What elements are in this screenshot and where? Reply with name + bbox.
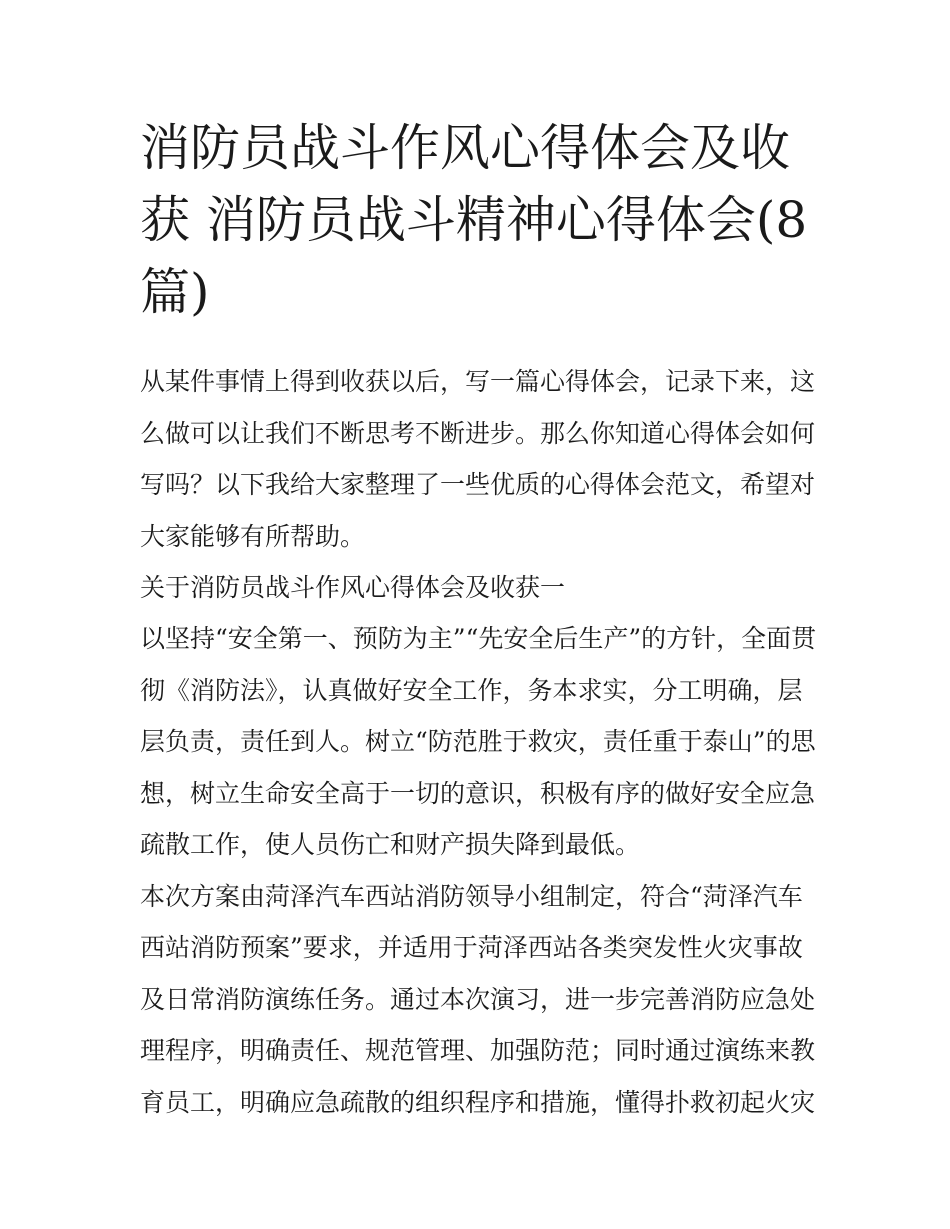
text-line: 疏散工作，使人员伤亡和财产损失降到最低。 xyxy=(140,830,641,859)
text-line: 育员工，明确应急疏散的组织程序和措施，懂得扑救初起火灾 xyxy=(140,1087,816,1117)
title-line: 获 消防员战斗精神心得体会(8 xyxy=(140,191,808,249)
text-line: 以坚持“安全第一、预防为主”“先安全后生产”的方针，全面贯 xyxy=(140,624,817,653)
text-line: 及日常消防演练任务。通过本次演习，进一步完善消防应急处 xyxy=(140,984,816,1014)
text-line: 写吗？以下我给大家整理了一些优质的心得体会范文，希望对 xyxy=(140,470,816,499)
text-line: 大家能够有所帮助。 xyxy=(140,521,366,551)
document-title xyxy=(140,112,820,328)
document-body xyxy=(140,356,820,1128)
text-line: 彻《消防法》，认真做好安全工作，务本求实，分工明确，层 xyxy=(140,675,803,705)
section-heading: 关于消防员战斗作风心得体会及收获一 xyxy=(140,573,566,602)
text-line: 西站消防预案”要求，并适用于菏泽西站各类突发性火灾事故 xyxy=(140,933,803,962)
intro-paragraph xyxy=(140,356,820,562)
text-line: 么做可以让我们不断思考不断进步。那么你知道心得体会如何 xyxy=(140,418,816,448)
paragraph-2 xyxy=(140,871,820,1129)
text-line: 本次方案由菏泽汽车西站消防领导小组制定，符合“菏泽汽车 xyxy=(140,881,803,911)
text-line: 理程序，明确责任、规范管理、加强防范；同时通过演练来教 xyxy=(140,1036,816,1065)
text-line: 想，树立生命安全高于一切的意识，积极有序的做好安全应急 xyxy=(140,778,816,808)
text-line: 从某件事情上得到收获以后，写一篇心得体会，记录下来，这 xyxy=(140,367,816,396)
paragraph-1 xyxy=(140,613,820,871)
title-line: 消防员战斗作风心得体会及收 xyxy=(140,119,790,177)
text-line: 层负责，责任到人。树立“防范胜于救灾，责任重于泰山”的思 xyxy=(140,727,816,756)
title-line: 篇) xyxy=(140,263,210,321)
